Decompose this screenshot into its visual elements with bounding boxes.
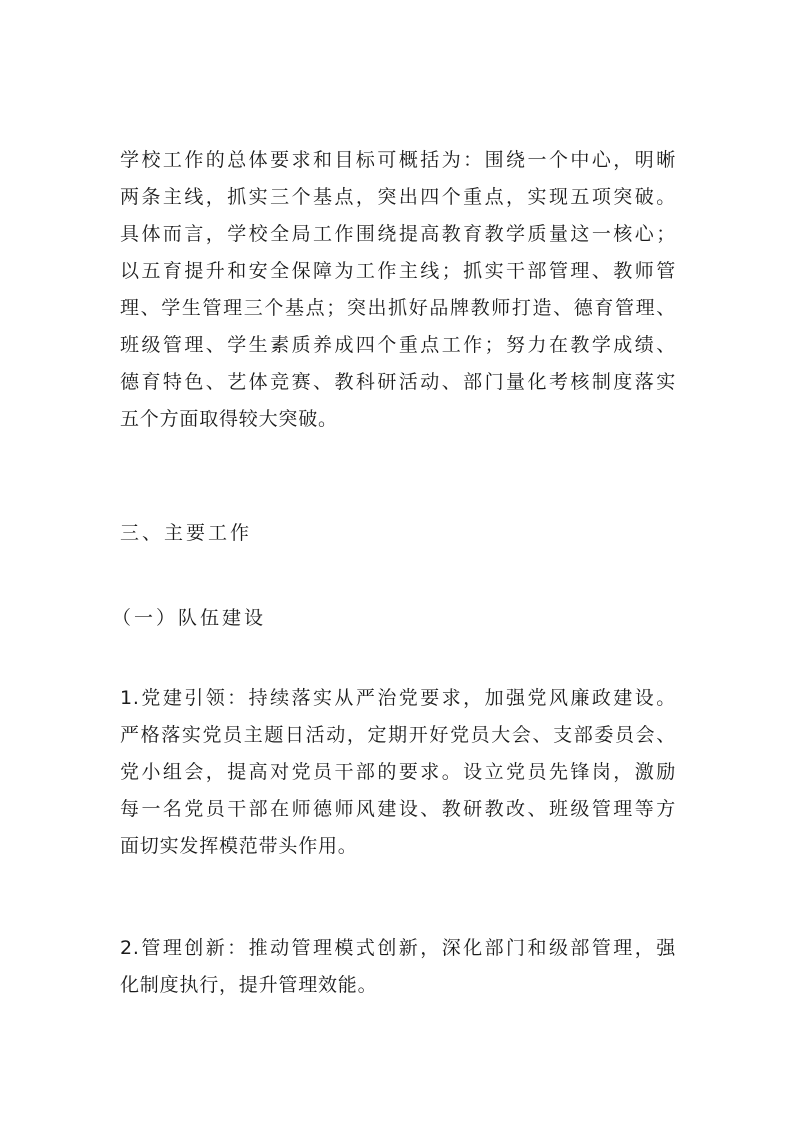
text-line: 理、学生管理三个基点；突出抓好品牌教师打造、德育管理、 [120,297,676,319]
text-line: 两条主线，抓实三个基点，突出四个重点，实现五项突破。 [120,186,676,208]
paragraph-party-building [120,680,676,865]
paragraph-management-innovation [120,930,676,1004]
text-line: 1.党建引领：持续落实从严治党要求，加强党风廉政建设。 [120,687,676,709]
text-line: 2.管理创新：推动管理模式创新，深化部门和级部管理，强 [120,937,676,959]
text-line: 以五育提升和安全保障为工作主线；抓实干部管理、教师管 [120,260,676,282]
section-heading: 三、主要工作 [120,522,253,544]
text-line: 党小组会，提高对党员干部的要求。设立党员先锋岗，激励 [120,761,676,783]
text-line: 每一名党员干部在师德师风建设、教研教改、班级管理等方 [120,798,676,820]
subsection-heading: （一）队伍建设 [112,607,267,629]
paragraph-overall-goals [120,142,676,438]
text-line: 具体而言，学校全局工作围绕提高教育教学质量这一核心； [120,223,676,245]
text-line: 德育特色、艺体竞赛、教科研活动、部门量化考核制度落实 [120,371,676,393]
text-line: 化制度执行，提升管理效能。 [120,974,378,996]
text-line: 班级管理、学生素质养成四个重点工作；努力在教学成绩、 [120,334,676,356]
text-line: 学校工作的总体要求和目标可概括为：围绕一个中心，明晰 [120,149,676,171]
text-line: 严格落实党员主题日活动，定期开好党员大会、支部委员会、 [120,724,676,746]
text-line: 面切实发挥模范带头作用。 [120,835,358,857]
text-line: 五个方面取得较大突破。 [120,408,338,430]
